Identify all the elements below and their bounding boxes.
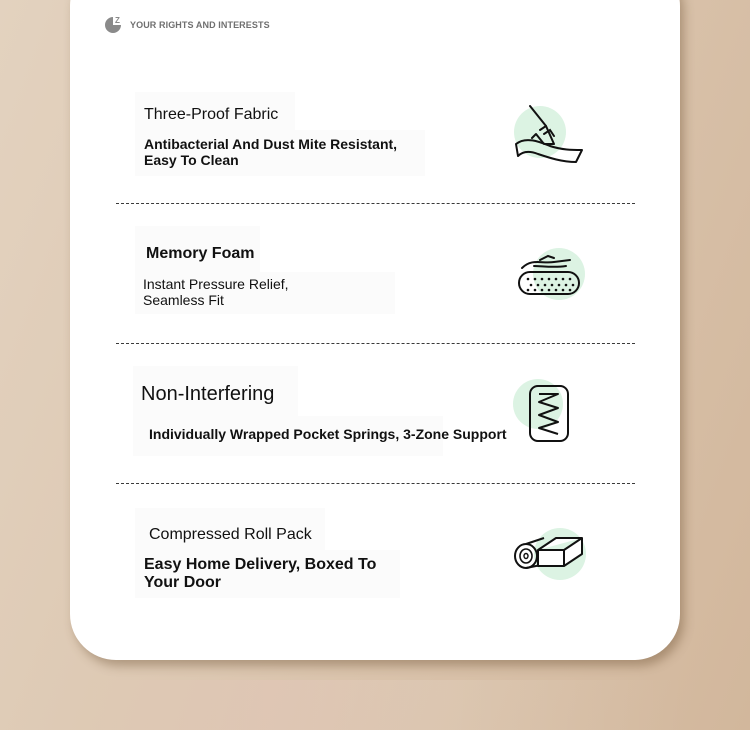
pocket-spring-icon xyxy=(512,378,572,444)
bottom-decoration xyxy=(90,680,690,730)
divider xyxy=(116,203,635,204)
feature-description: Individually Wrapped Pocket Springs, 3-Zone Support xyxy=(149,426,507,442)
feature-description: Instant Pressure Relief, Seamless Fit xyxy=(143,276,289,309)
brand-text: YOUR RIGHTS AND INTERESTS xyxy=(130,20,270,30)
hand-wiping-fabric-icon xyxy=(510,100,586,168)
rolled-mattress-box-icon xyxy=(512,524,588,584)
feature-title: Non-Interfering xyxy=(141,383,275,405)
feature-title: Memory Foam xyxy=(146,245,255,262)
divider xyxy=(116,343,635,344)
brand-header xyxy=(103,15,270,35)
brand-logo-letter: Z xyxy=(115,16,120,25)
feature-title: Three-Proof Fabric xyxy=(144,106,279,123)
feature-description: Easy Home Delivery, Boxed To Your Door xyxy=(144,556,377,592)
feature-description: Antibacterial And Dust Mite Resistant, Easy To Clean xyxy=(144,136,398,169)
hand-pressing-foam-icon xyxy=(514,246,588,302)
brand-logo-icon xyxy=(103,15,123,35)
divider xyxy=(116,483,635,484)
feature-title: Compressed Roll Pack xyxy=(149,526,312,543)
